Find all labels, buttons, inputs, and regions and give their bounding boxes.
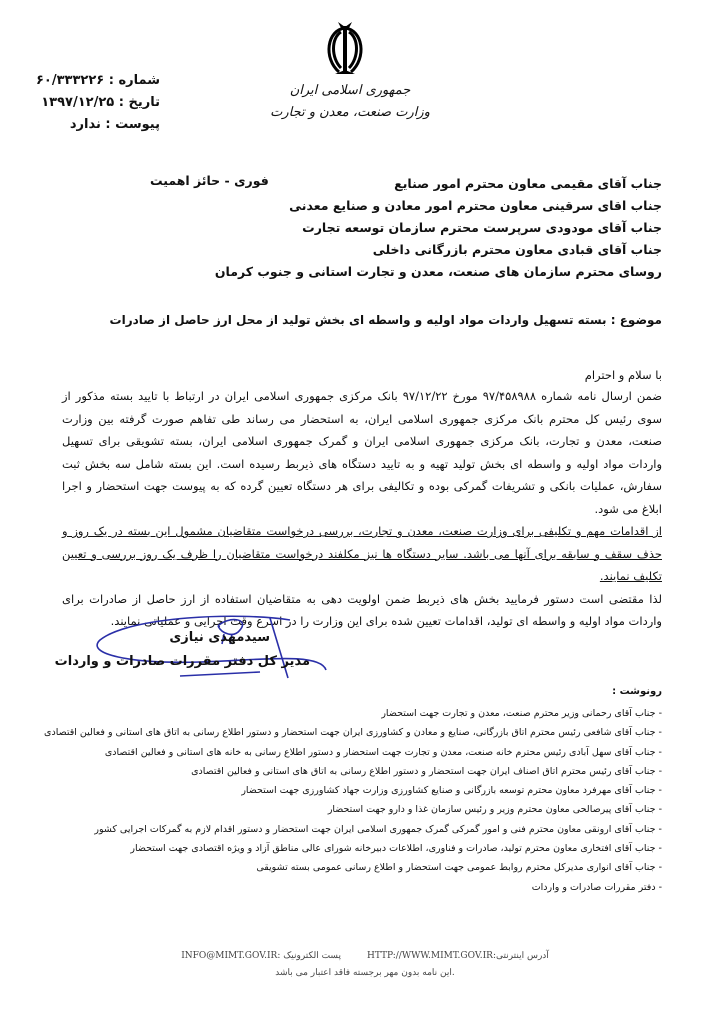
cc-title: رونوشت : (612, 686, 662, 697)
cc-item: - جناب آقای افتخاری معاون محترم تولید، صادرات و فناوری، اطلاعات دبیرخانه شورای عالی مناطق آزاد و ویژه اقتصادی جهت استحضار (130, 843, 662, 855)
urgency-label: فوری - حائز اهمیت (150, 173, 269, 188)
letter-body (62, 385, 662, 633)
letterhead (250, 80, 450, 124)
body-paragraph: لذا مقتضی است دستور فرمایید بخش های ذیربط ضمن اولویت دهی به متقاضیان استفاده از ارز حاصل از صادرات برای واردات مواد اولیه و واسطه ای تولید، اقدامات تعیین شده برای این وزارت را در اسرع وقت اجرایی و عملیاتی نمایند. (62, 591, 662, 628)
cc-item: - جناب آقای انواری مدیرکل محترم روابط عمومی جهت استحضار و اطلاع رسانی عمومی بسته تشویقی (256, 862, 662, 874)
recipient: جناب آقای مودودی سرپرست محترم سازمان توسعه تجارت (302, 220, 662, 235)
footer-email: پست الکترونیک :INFO@MIMT.GOV.IR (181, 951, 341, 961)
website-link[interactable]: HTTP://WWW.MIMT.GOV.IR (366, 951, 493, 961)
letter-number: شماره : ۶۰/۳۳۳۲۲۶ (35, 73, 160, 88)
cc-item: - جناب آقای رئیس محترم اتاق اصناف ایران جهت استحضار و دستور اطلاع رسانی به اتاق های استانی و فعالین اقتصادی (191, 765, 662, 777)
recipient: جناب آقای قبادی معاون محترم بازرگانی داخلی (372, 242, 662, 257)
cc-item: - جناب آقای سهل آبادی رئیس محترم خانه صنعت، معدن و تجارت جهت استحضار و دستور اطلاع رسانی به خانه های استانی و فعالین اقتصادی (104, 746, 662, 758)
body-paragraph: ضمن ارسال نامه شماره ۹۷/۴۵۸۹۸۸ مورخ ۹۷/۱۲/۲۲ بانک مرکزی جمهوری اسلامی ایران در ارتباط با تایید بسته مذکور از سوی رئیس کل محترم بانک مرکزی جمهوری اسلامی ایران، به استحضار می رساند طی تفاهم صورت گرفته بین وزارت صنعت، معدن و تجارت، بانک مرکزی جمهوری اسلامی ایران و گمرک جمهوری اسلامی ایران، بسته تشویقی برای تسهیل واردات مواد اولیه و واسطه ای بخش تولید تهیه و به تایید دستگاه های ذیربط رسیده است. این بسته شامل سه بخش ثبت سفارش، عملیات بانکی و تشریفات گمرکی بوده و تکالیفی برای هر دستگاه تعیین گرده که به پیوست جهت استحضار و اجرا ابلاغ می شود. (62, 389, 663, 516)
cc-item: - جناب آقای مهرفرد معاون محترم توسعه بازرگانی و صنایع کشاورزی وزارت جهاد کشاورزی جهت استحضار (241, 785, 662, 797)
email-link[interactable]: INFO@MIMT.GOV.IR (181, 951, 278, 961)
signature-scribble-icon (90, 612, 330, 682)
country-name: جمهوری اسلامی ایران (289, 83, 411, 98)
recipient: روسای محترم سازمان های صنعت، معدن و تجارت استانی و جنوب کرمان (214, 264, 662, 279)
iran-emblem-icon (305, 18, 385, 78)
recipient: جناب آقای مقیمی معاون محترم امور صنایع (394, 176, 662, 191)
footer-note: این نامه بدون مهر برجسته فاقد اعتبار می باشد. (275, 968, 455, 978)
subject-line: موضوع : بسته تسهیل واردات مواد اولیه و واسطه ای بخش تولید از محل ارز حاصل از صادرات (109, 313, 662, 327)
cc-list (42, 704, 662, 897)
recipient: جناب اقای سرقینی معاون محترم امور معادن و صنایع معدنی (289, 198, 662, 213)
body-paragraph-underlined: از اقدامات مهم و تکلیفی برای وزارت صنعت، معدن و تجارت، بررسی درخواست متقاضیان مشمول این بسته در یک روز و حذف سقف و سابقه برای آنها می باشد. سایر دستگاه ها نیز مکلفند درخواست متقاضیان را ظرف یک روز بررسی و تعیین تکلیف نمایند. (62, 524, 662, 583)
letter-attachment: پیوست : ندارد (69, 117, 160, 132)
signature-block (54, 612, 330, 682)
ministry-name: وزارت صنعت، معدن و تجارت (270, 105, 430, 120)
signatory-name: سیدمهدی نیازی (169, 630, 270, 645)
letter-meta (35, 70, 160, 136)
cc-item: - جناب آقای ارونقی معاون محترم فنی و امور گمرکی گمرک جمهوری اسلامی ایران جهت استحضار و دستور اقدام لازم به گمرکات اجرایی کشور (94, 823, 662, 835)
letter-date: تاریخ : ۱۳۹۷/۱۲/۲۵ (41, 95, 160, 110)
cc-item: - جناب آقای رحمانی وزیر محترم صنعت، معدن و تجارت جهت استحضار (381, 708, 662, 719)
cc-item: - دفتر مقررات صادرات و واردات (531, 881, 662, 893)
recipients (122, 173, 662, 283)
greeting: با سلام و احترام (584, 368, 662, 382)
footer-website: آدرس اینترنتی:HTTP://WWW.MIMT.GOV.IR (366, 951, 549, 961)
cc-item: - جناب آقای پیرصالحی معاون محترم وزیر و رئیس سازمان غذا و دارو جهت استحضار (327, 804, 662, 816)
signatory-title: مدیر کل دفتر مقررات صادرات و واردات (54, 654, 310, 669)
cc-item: - جناب آقای شافعی رئیس محترم اتاق بازرگانی، صنایع و معادن و کشاورزی ایران جهت استحضار و دستور اطلاع رسانی به اتاق های استانی و فعالین اقتصادی (44, 727, 662, 739)
footer (150, 948, 580, 982)
